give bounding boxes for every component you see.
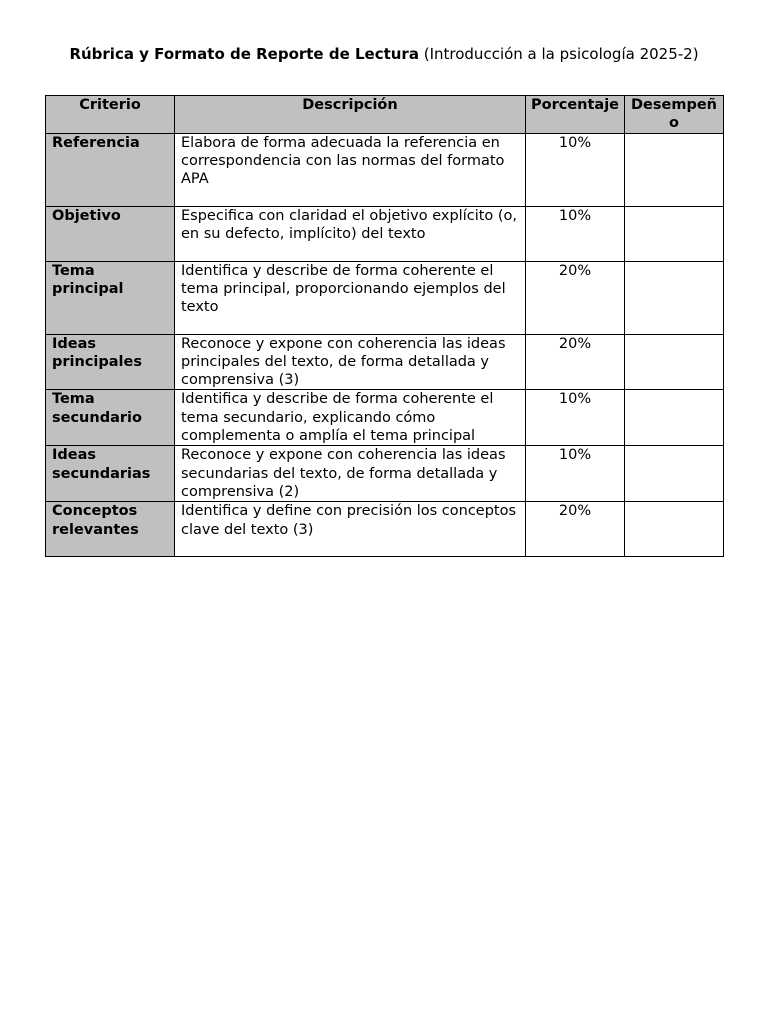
criterion-cell: Referencia xyxy=(46,133,175,206)
criterion-cell: Ideas secundarias xyxy=(46,446,175,502)
performance-cell[interactable] xyxy=(625,334,724,390)
description-cell: Elabora de forma adecuada la referencia en correspondencia con las normas del formato APA xyxy=(175,133,526,206)
performance-cell[interactable] xyxy=(625,133,724,206)
title-subtitle: (Introducción a la psicología 2025-2) xyxy=(418,45,699,63)
percentage-cell: 10% xyxy=(526,133,625,206)
table-row xyxy=(46,133,724,206)
table-row xyxy=(46,334,724,390)
table-row xyxy=(46,502,724,557)
percentage-cell: 10% xyxy=(526,206,625,261)
percentage-cell: 10% xyxy=(526,390,625,446)
table-row xyxy=(46,261,724,334)
criterion-cell: Tema secundario xyxy=(46,390,175,446)
description-cell: Reconoce y expone con coherencia las ideas secundarias del texto, de forma detallada y comprensiva (2) xyxy=(175,446,526,502)
header-description: Descripción xyxy=(175,96,526,134)
table-row xyxy=(46,206,724,261)
performance-cell[interactable] xyxy=(625,390,724,446)
rubric-table xyxy=(45,95,724,557)
description-cell: Identifica y describe de forma coherente el tema principal, proporcionando ejemplos del texto xyxy=(175,261,526,334)
performance-cell[interactable] xyxy=(625,206,724,261)
performance-cell[interactable] xyxy=(625,502,724,557)
header-performance: Desempeño xyxy=(625,96,724,134)
performance-cell[interactable] xyxy=(625,446,724,502)
header-row xyxy=(46,96,724,134)
table-row xyxy=(46,446,724,502)
percentage-cell: 20% xyxy=(526,261,625,334)
criterion-cell: Tema principal xyxy=(46,261,175,334)
header-percentage: Porcentaje xyxy=(526,96,625,134)
description-cell: Especifica con claridad el objetivo explícito (o, en su defecto, implícito) del texto xyxy=(175,206,526,261)
description-cell: Reconoce y expone con coherencia las ideas principales del texto, de forma detallada y comprensiva (3) xyxy=(175,334,526,390)
percentage-cell: 20% xyxy=(526,334,625,390)
criterion-cell: Objetivo xyxy=(46,206,175,261)
performance-cell[interactable] xyxy=(625,261,724,334)
header-criterion: Criterio xyxy=(46,96,175,134)
description-cell: Identifica y describe de forma coherente el tema secundario, explicando cómo complementa o amplía el tema principal xyxy=(175,390,526,446)
title-main: Rúbrica y Formato de Reporte de Lectura xyxy=(69,45,419,63)
criterion-cell: Ideas principales xyxy=(46,334,175,390)
table-row xyxy=(46,390,724,446)
description-cell: Identifica y define con precisión los conceptos clave del texto (3) xyxy=(175,502,526,557)
percentage-cell: 10% xyxy=(526,446,625,502)
page-title xyxy=(0,44,768,64)
criterion-cell: Conceptos relevantes xyxy=(46,502,175,557)
percentage-cell: 20% xyxy=(526,502,625,557)
